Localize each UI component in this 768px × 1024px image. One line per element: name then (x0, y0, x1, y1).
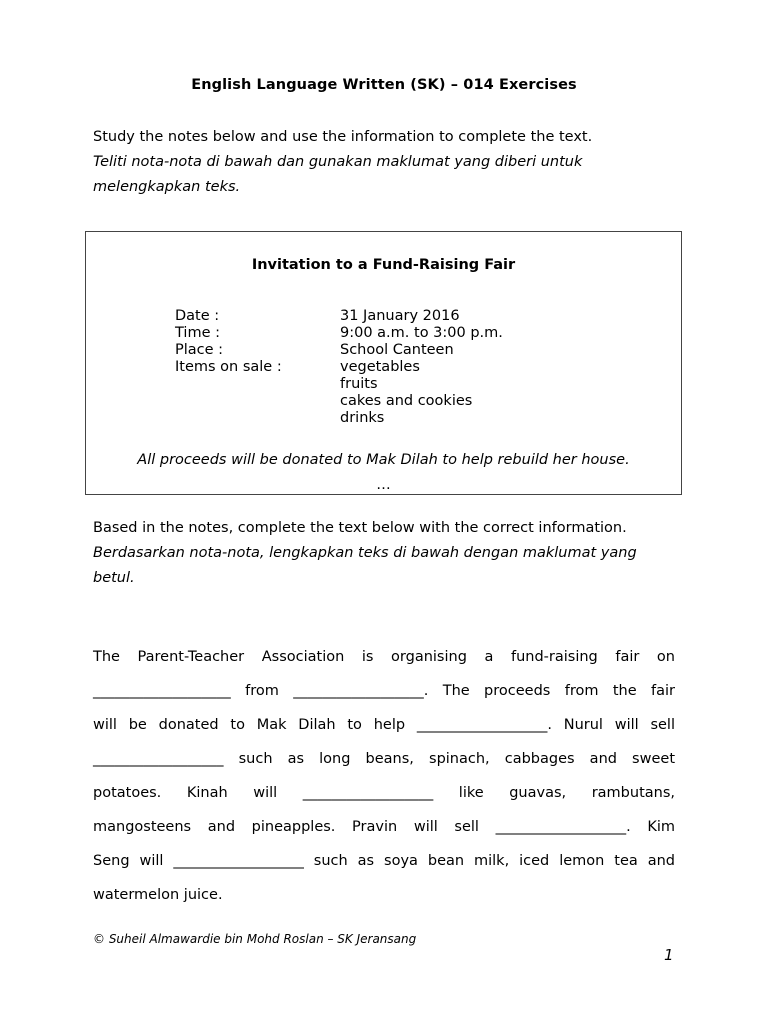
notes-value: School Canteen (340, 342, 454, 358)
passage-line: potatoes. Kinah will __________________ like guavas, rambutans, (93, 785, 675, 801)
notes-box (85, 231, 682, 495)
cloze-passage (93, 640, 675, 912)
passage-line: watermelon juice. (93, 887, 223, 903)
notes-box-note: All proceeds will be donated to Mak Dilah to help rebuild her house. (137, 452, 630, 468)
notes-box-title: Invitation to a Fund-Raising Fair (251, 257, 516, 273)
instruction-malay-line1: Teliti nota-nota di bawah dan gunakan maklumat yang diberi untuk (93, 154, 583, 170)
notes-value: fruits (340, 376, 378, 392)
instruction-malay-line2: betul. (93, 570, 135, 586)
copyright-footer: © Suheil Almawardie bin Mohd Roslan – SK Jeransang (93, 932, 417, 946)
notes-value: drinks (340, 410, 385, 426)
instructions-top (93, 125, 675, 200)
instruction-malay-line2: melengkapkan teks. (93, 179, 241, 195)
passage-line: __________________ such as long beans, spinach, cabbages and sweet (93, 751, 675, 767)
notes-label: Date : (175, 308, 220, 324)
instructions-bottom (93, 516, 675, 591)
notes-value: cakes and cookies (340, 393, 473, 409)
notes-box-ellipsis: … (376, 477, 391, 493)
notes-value: 31 January 2016 (340, 308, 460, 324)
notes-label: Time : (175, 325, 220, 341)
notes-value: 9:00 a.m. to 3:00 p.m. (340, 325, 503, 341)
page-number: 1 (664, 946, 674, 964)
notes-value: vegetables (340, 359, 420, 375)
passage-line: Seng will __________________ such as soya bean milk, iced lemon tea and (93, 853, 675, 869)
instruction-malay-line1: Berdasarkan nota-nota, lengkapkan teks di bawah dengan maklumat yang (93, 545, 637, 561)
passage-line: ___________________ from __________________. The proceeds from the fair (93, 683, 675, 699)
page-title: English Language Written (SK) – 014 Exercises (191, 77, 577, 93)
notes-label: Items on sale : (175, 359, 282, 375)
notes-label: Place : (175, 342, 224, 358)
passage-line: will be donated to Mak Dilah to help __________________. Nurul will sell (93, 717, 675, 733)
passage-line: The Parent-Teacher Association is organising a fund-raising fair on (93, 649, 675, 665)
passage-line: mangosteens and pineapples. Pravin will sell __________________. Kim (93, 819, 675, 835)
instruction-english: Study the notes below and use the information to complete the text. (93, 129, 593, 145)
instruction-english: Based in the notes, complete the text below with the correct information. (93, 520, 627, 536)
